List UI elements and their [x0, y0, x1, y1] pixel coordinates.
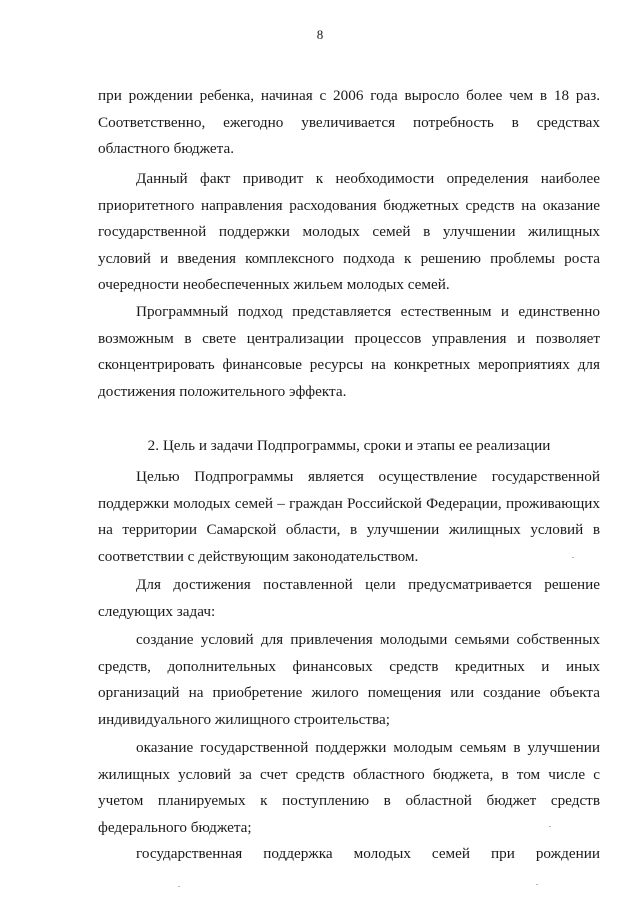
- paragraph-text: Для достижения поставленной цели предусматривается решение следующих задач:: [98, 576, 600, 620]
- section-heading: [98, 433, 600, 460]
- paragraph-text: Программный подход представляется естественным и единственно возможным в свете централизации процессов управления и позволяет сконцентрировать финансовые ресурсы на конкретных мероприятиях для достижения положительного эффекта.: [98, 303, 600, 400]
- scan-speck: [178, 886, 180, 887]
- section-title: 2. Цель и задачи Подпрограммы, сроки и этапы ее реализации: [147, 437, 551, 454]
- page-number: 8: [316, 27, 324, 42]
- scan-speck: [572, 557, 574, 558]
- paragraph-birth-growth: [98, 83, 600, 163]
- scan-speck: [549, 826, 551, 827]
- list-item-task-1: [98, 627, 600, 733]
- paragraph-text: оказание государственной поддержки молодым семьям в улучшении жилищных условий за счет средств областного бюджета, в том числе с учетом планируемых к поступлению в областной бюджет средств федерального бюджета;: [98, 739, 600, 836]
- paragraph-text: создание условий для привлечения молодыми семьями собственных средств, дополнительных финансовых средств кредитных и иных организаций на приобретение жилого помещения или создание объекта индивидуального жилищного строительства;: [98, 631, 600, 728]
- paragraph-program-approach: [98, 299, 600, 405]
- scan-speck: [536, 884, 538, 885]
- list-item-task-2: [98, 735, 600, 841]
- paragraph-text: государственная поддержка молодых семей при рождении: [136, 845, 600, 862]
- paragraph-text: при рождении ребенка, начиная с 2006 года выросло более чем в 18 раз. Соответственно, ежегодно увеличивается потребность в средствах областного бюджета.: [98, 87, 600, 158]
- paragraph-goal: [98, 464, 600, 570]
- paragraph-tasks-intro: [98, 572, 600, 625]
- paragraph-text: Данный факт приводит к необходимости определения наиболее приоритетного направления расходования бюджетных средств на оказание государственной поддержки молодых семей в улучшении жилищных условий и введения комплексного подхода к решению проблемы роста очередности необеспеченных жильем молодых семей.: [98, 170, 600, 294]
- paragraph-priority: [98, 166, 600, 299]
- paragraph-text: Целью Подпрограммы является осуществление государственной поддержки молодых семей – граждан Российской Федерации, проживающих на территории Самарской области, в улучшении жилищных условий в соответствии с действующим законодательством.: [98, 468, 600, 565]
- list-item-task-3: [98, 841, 600, 868]
